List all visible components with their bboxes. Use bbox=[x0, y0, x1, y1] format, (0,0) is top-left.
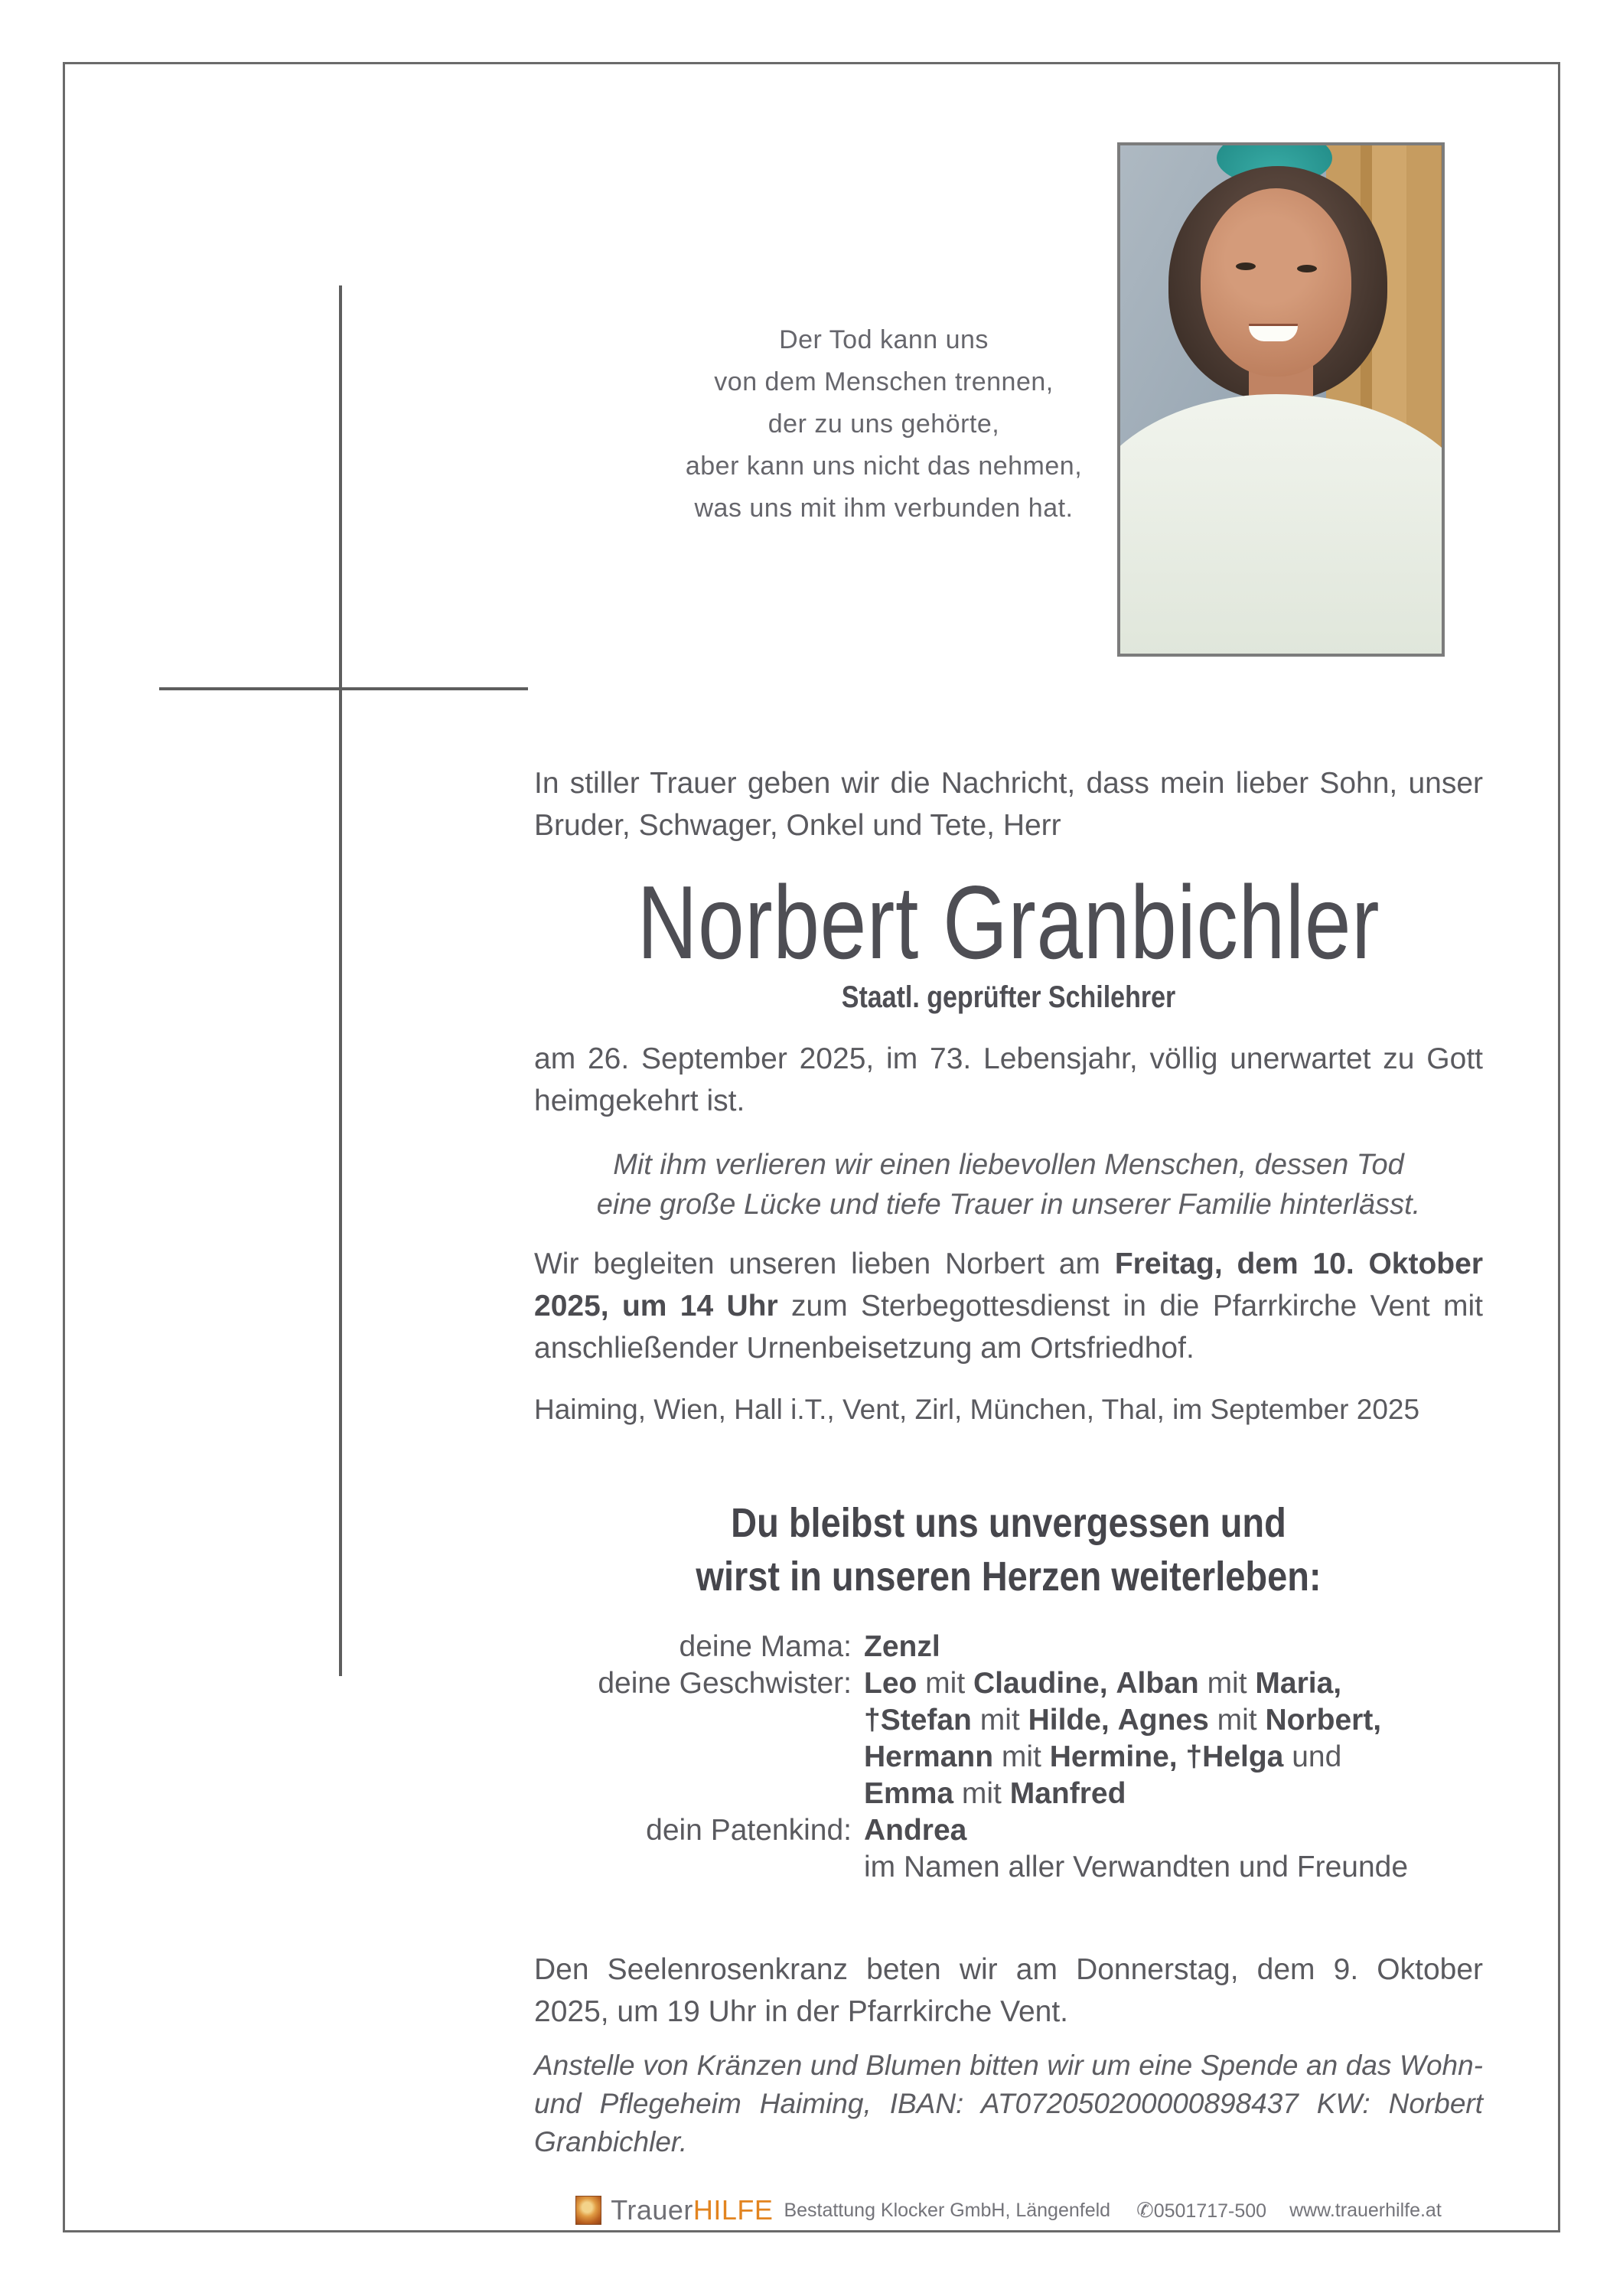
family-names-line: †Stefan mit Hilde, Agnes mit Norbert, bbox=[864, 1704, 1382, 1737]
brand-hilfe: HILFE bbox=[693, 2194, 774, 2226]
photo-left-eye bbox=[1236, 263, 1256, 270]
deceased-name: Norbert Granbichler bbox=[637, 864, 1380, 980]
death-note: am 26. September 2025, im 73. Lebensjahr, völlig unerwartet zu Gott heimgekehrt ist. bbox=[534, 1042, 1483, 1117]
photo-face-shape bbox=[1201, 188, 1351, 377]
funeral-home-phone bbox=[1136, 2199, 1266, 2223]
family-names-line: Zenzl bbox=[864, 1630, 940, 1663]
rosary-note: Den Seelenrosenkranz beten wir am Donnerstag, dem 9. Oktober 2025, um 19 Uhr in der Pfarrkirche Vent. bbox=[534, 1953, 1483, 2028]
family-row-names bbox=[864, 1849, 1483, 1886]
places-and-date-line: Haiming, Wien, Hall i.T., Vent, Zirl, München, Thal, im September 2025 bbox=[534, 1394, 1420, 1425]
photo-white-shirt bbox=[1117, 394, 1445, 657]
funeral-home-footer bbox=[534, 2186, 1483, 2235]
phone-icon: ✆ bbox=[1136, 2198, 1154, 2222]
photo-right-eye bbox=[1297, 265, 1317, 272]
portrait-photo bbox=[1117, 142, 1445, 657]
family-names-line: Andrea bbox=[864, 1814, 967, 1847]
family-row bbox=[534, 1812, 1483, 1849]
funeral-details: Wir begleiten unseren lieben Norbert am Freitag, dem 10. Oktober 2025, um 14 Uhr zum Sterbegottesdienst in die Pfarrkirche Vent mit anschließender Urnenbeisetzung am Ortsfriedhof. bbox=[534, 1247, 1484, 1365]
family-row-label: deine Mama: bbox=[679, 1630, 852, 1663]
family-row-label: deine Geschwister: bbox=[598, 1667, 852, 1700]
family-names-line: Emma mit Manfred bbox=[864, 1777, 1126, 1810]
memorial-card bbox=[63, 62, 1560, 2232]
funeral-home-brand bbox=[611, 2194, 773, 2226]
remembrance-heading: Du bleibst uns unvergessen und wirst in unseren Herzen weiterleben: bbox=[696, 1500, 1322, 1600]
rose-logo-icon bbox=[575, 2196, 601, 2225]
donation-note: Anstelle von Kränzen und Blumen bitten wir um eine Spende an das Wohn- und Pflegeheim Haiming, IBAN: AT072050200000898437 KW: Norbert Granbichler. bbox=[534, 2050, 1483, 2157]
family-row bbox=[534, 1629, 1483, 1665]
family-row-label: dein Patenkind: bbox=[646, 1814, 852, 1847]
family-names-line: im Namen aller Verwandten und Freunde bbox=[864, 1851, 1409, 1883]
phone-number: 0501717-500 bbox=[1153, 2200, 1267, 2222]
family-row bbox=[534, 1665, 1483, 1812]
family-list bbox=[534, 1629, 1483, 1886]
brand-trauer: Trauer bbox=[611, 2194, 693, 2226]
memorial-verse: Mit ihm verlieren wir einen liebevollen Menschen, dessen Tod eine große Lücke und tiefe Trauer in unserer Familie hinterlässt. bbox=[596, 1149, 1421, 1221]
family-row-names bbox=[864, 1812, 1483, 1849]
cross-icon-horizontal-bar bbox=[159, 687, 528, 690]
family-row bbox=[534, 1849, 1483, 1886]
family-row-names bbox=[864, 1629, 1483, 1665]
cross-icon-vertical-bar bbox=[339, 285, 342, 1676]
family-row-names bbox=[864, 1665, 1483, 1812]
funeral-home-company: Bestattung Klocker GmbH, Längenfeld bbox=[784, 2199, 1111, 2221]
photo-smile bbox=[1249, 326, 1298, 341]
deceased-title: Staatl. geprüfter Schilehrer bbox=[841, 980, 1176, 1014]
memorial-quote: Der Tod kann uns von dem Menschen trennen, der zu uns gehörte, aber kann uns nicht das nehmen, was uns mit ihm verbunden hat. bbox=[685, 325, 1083, 523]
announcement-text: In stiller Trauer geben wir die Nachricht, dass mein lieber Sohn, unser Bruder, Schwager, Onkel und Tete, Herr bbox=[534, 767, 1483, 842]
family-names-line: Hermann mit Hermine, †Helga und bbox=[864, 1740, 1342, 1773]
family-names-line: Leo mit Claudine, Alban mit Maria, bbox=[864, 1667, 1342, 1700]
family-row-label bbox=[534, 1849, 864, 1886]
funeral-home-website: www.trauerhilfe.at bbox=[1289, 2199, 1442, 2221]
